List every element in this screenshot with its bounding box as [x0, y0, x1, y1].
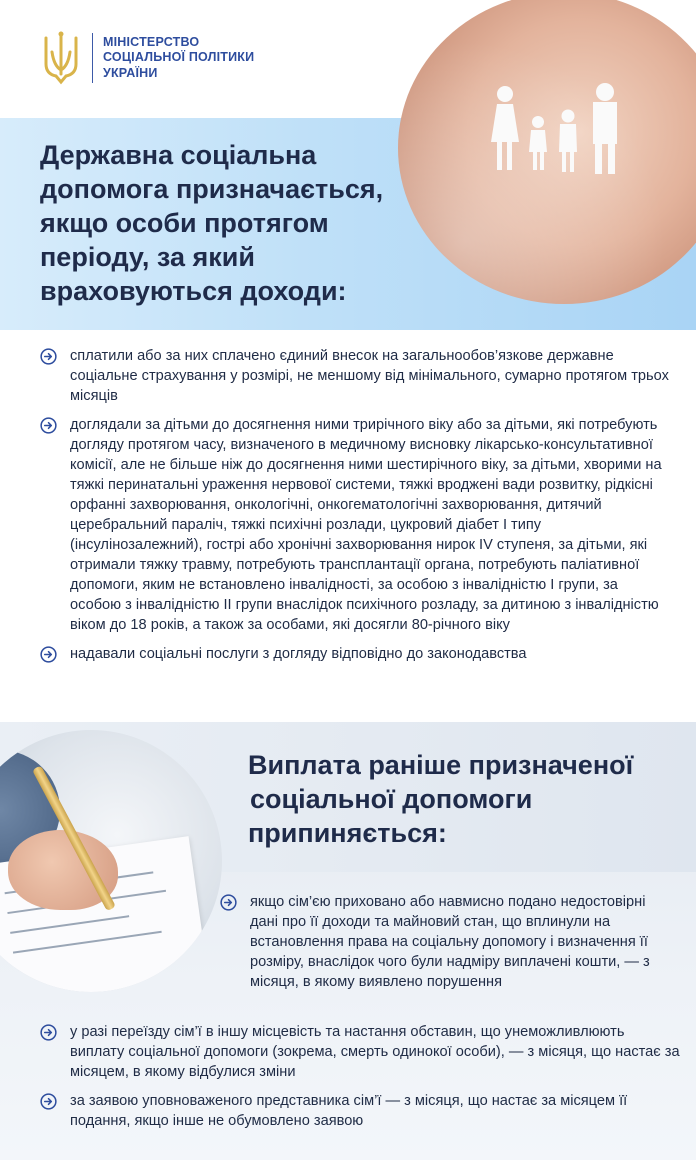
header-section: [0, 0, 696, 330]
arrow-right-circle-icon: [40, 1093, 57, 1110]
list-item: [40, 644, 670, 664]
arrow-right-circle-icon: [220, 894, 237, 911]
ministry-name-line: СОЦІАЛЬНОЇ ПОЛІТИКИ: [103, 50, 255, 65]
ministry-name-line: МІНІСТЕРСТВО: [103, 34, 200, 49]
hands-family-photo: [398, 0, 696, 304]
list-item-text: у разі переїзду сім’ї в іншу місцевість та настання обставин, що унеможливлюють виплату соціальної допомоги (зокрема, смерть одинокої особи), — з місяця, що настає за місяцем, в якому відбулися зміни: [70, 1024, 680, 1080]
title-line: Виплата раніше призначеної: [248, 750, 634, 780]
title-line: періоду, за який: [40, 242, 255, 272]
arrow-right-circle-icon: [40, 348, 57, 365]
title-line: враховуються доходи:: [40, 276, 347, 306]
title-line: припиняється:: [248, 818, 447, 848]
list-item: [40, 346, 670, 406]
arrow-right-circle-icon: [40, 1024, 57, 1041]
section1-title: [40, 138, 400, 308]
list-item-text: доглядали за дітьми до досягнення ними трирічного віку або за дітьми, які потребують догляду протягом часу, визначеного в медичному висновку лікарсько-консультативної комісії, але не більше ніж до досягнення ними шестирічного віку, за дітьми, хворими на тяжкі перинатальні ураження нервової системи, тяжкі вроджені вади розвитку, рідкісні орфанні захворювання, онкологічні, онкогематологічні захворювання, дитячий церебральний параліч, тяжкі психічні розлади, цукровий діабет І типу (інсулінозалежний), гострі або хронічні захворювання нирок IV ступеня, за дітьми, які отримали тяжку травму, потребують трансплантації органа, потребують паліативної допомоги, яким не встановлено інвалідності, за особою з інвалідністю І групи, за особою з інвалідністю II групи внаслідок психічного розладу, за дитиною з інвалідністю віком до 18 років, а також за особами, які досягли 80-річного віку: [70, 417, 662, 633]
conditions-list: [40, 346, 670, 673]
title-line: соціальної допомоги: [250, 784, 533, 814]
termination-list-rest: [40, 1022, 680, 1140]
title-line: якщо особи протягом: [40, 208, 329, 238]
ministry-name-line: УКРАЇНИ: [103, 65, 158, 80]
title-line: Державна соціальна: [40, 140, 317, 170]
arrow-right-circle-icon: [40, 646, 57, 663]
family-silhouette-icon: [483, 82, 633, 182]
list-item: [40, 1091, 680, 1131]
ministry-name: [103, 35, 254, 82]
section2-title: [248, 748, 688, 850]
termination-list-first: [220, 892, 660, 1001]
trident-icon: [40, 30, 82, 86]
list-item-text: за заявою уповноваженого представника сім’ї — з місяця, що настає за місяцем її подання, якщо інше не обумовлено заявою: [70, 1093, 628, 1129]
list-item: [220, 892, 660, 992]
list-item-text: надавали соціальні послуги з догляду відповідно до законодавства: [70, 646, 527, 662]
logo-divider: [92, 33, 93, 83]
ministry-logo: [40, 30, 254, 86]
title-line: допомога призначається,: [40, 174, 384, 204]
list-item-text: сплатили або за них сплачено єдиний внесок на загальнообов’язкове державне соціальне страхування у розмірі, не меншому від мінімального, сумарно протягом трьох місяців: [70, 348, 669, 404]
list-item-text: якщо сім’єю приховано або навмисно подано недостовірні дані про її доходи та майновий стан, що вплинули на встановлення права на соціальну допомогу і визначення її розміру, внаслідок чого були надміру виплачені кошти, — з місяця, в якому виявлено порушення: [250, 894, 650, 990]
list-item: [40, 1022, 680, 1082]
arrow-right-circle-icon: [40, 417, 57, 434]
list-item: [40, 415, 670, 635]
